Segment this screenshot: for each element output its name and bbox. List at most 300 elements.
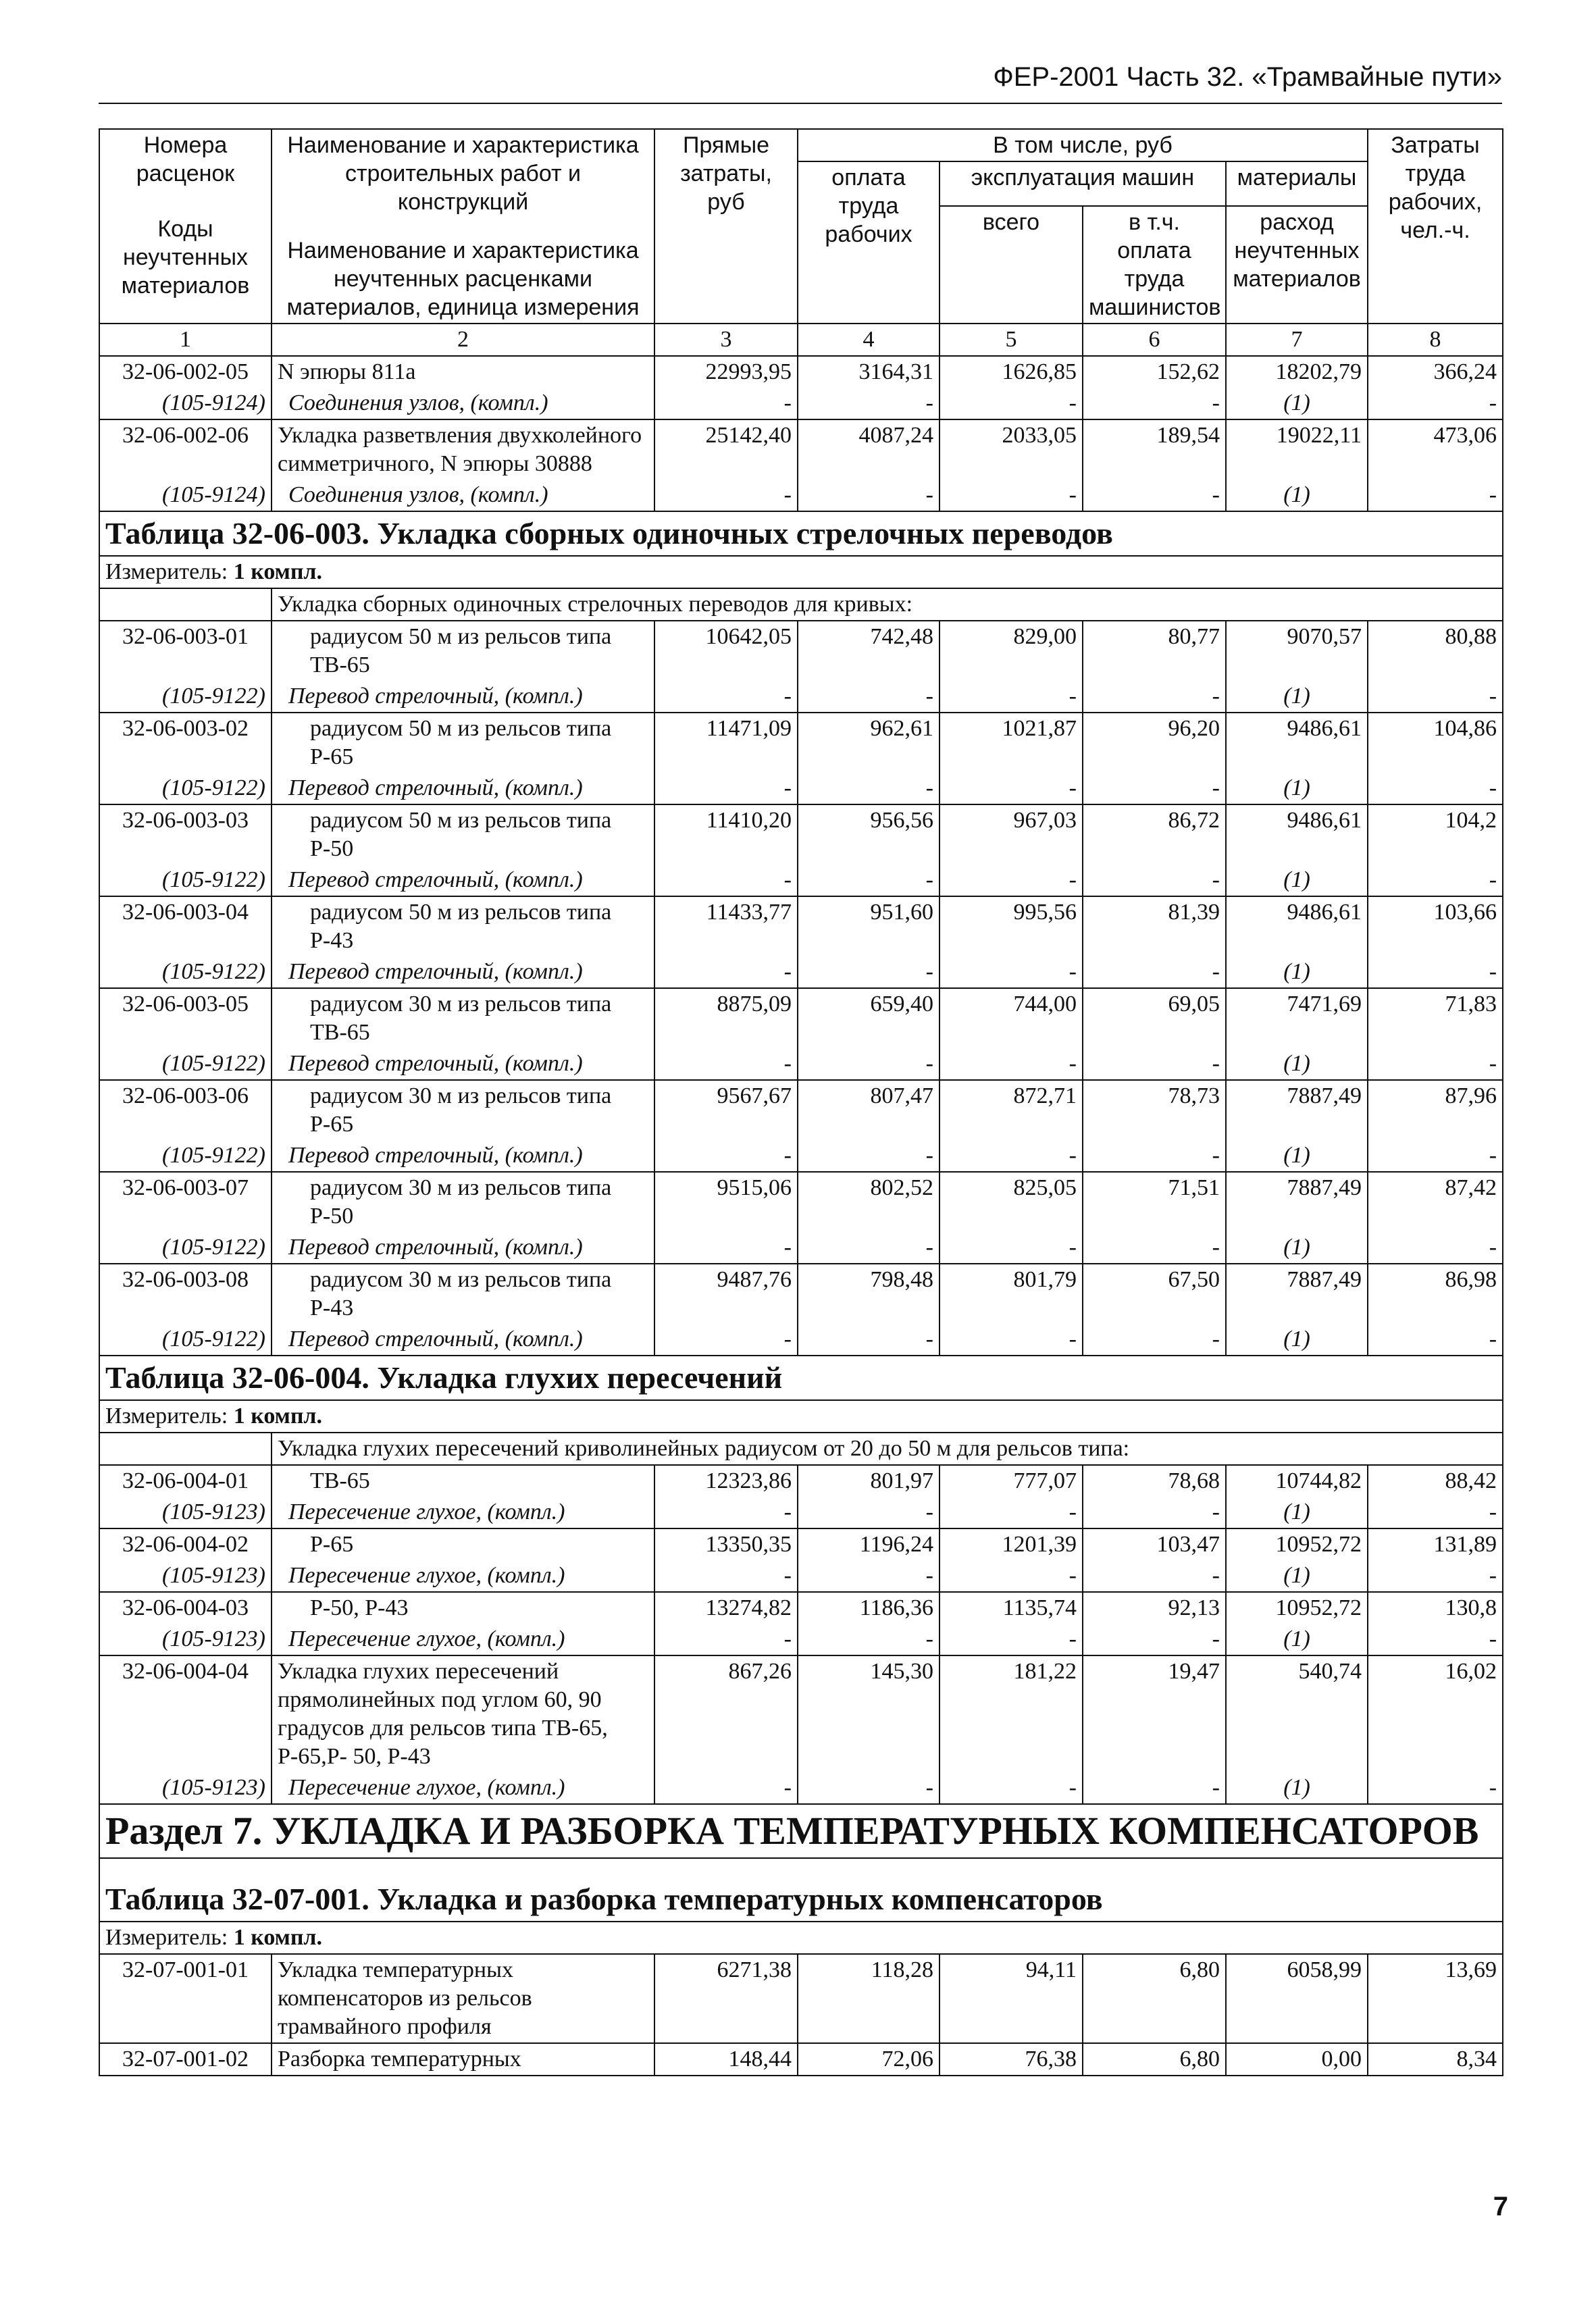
labor-cost: 798,48 <box>798 1264 939 1324</box>
measure-row <box>99 1400 1503 1433</box>
machines-cost: - <box>939 956 1083 988</box>
direct-cost: 13274,82 <box>654 1592 798 1624</box>
table-row <box>99 804 1503 865</box>
labor-cost: - <box>798 1624 939 1655</box>
table-row <box>99 2043 1503 2076</box>
materials-cost: (1) <box>1226 1497 1368 1528</box>
rates-table <box>99 128 1503 2076</box>
material-name: Перевод стрелочный, (компл.) <box>272 1048 654 1080</box>
machines-cost: 967,03 <box>939 804 1083 865</box>
machinists-cost: - <box>1083 1497 1226 1528</box>
materials-cost: (1) <box>1226 1232 1368 1264</box>
table-row <box>99 1528 1503 1560</box>
material-name: Перевод стрелочный, (компл.) <box>272 773 654 804</box>
material-row <box>99 956 1503 988</box>
material-code: (105-9123) <box>99 1560 272 1592</box>
labor-hours: 88,42 <box>1368 1465 1503 1497</box>
labor-cost: 802,52 <box>798 1172 939 1232</box>
machinists-cost: 96,20 <box>1083 713 1226 773</box>
work-name: ТВ-65 <box>272 1465 654 1497</box>
machinists-cost: 67,50 <box>1083 1264 1226 1324</box>
machinists-cost: - <box>1083 388 1226 419</box>
direct-cost: - <box>654 480 798 511</box>
work-name: радиусом 50 м из рельсов типа Р-50 <box>272 804 654 865</box>
machinists-cost: - <box>1083 1048 1226 1080</box>
col-code-title: Номера расценок <box>136 132 235 186</box>
material-code: (105-9122) <box>99 865 272 896</box>
rate-code: 32-06-003-07 <box>99 1172 272 1232</box>
materials-cost: (1) <box>1226 1560 1368 1592</box>
work-name: N эпюры 811а <box>272 356 654 388</box>
materials-cost: 9486,61 <box>1226 896 1368 956</box>
materials-cost: 10952,72 <box>1226 1592 1368 1624</box>
rows-32-07-001 <box>99 1954 1503 2076</box>
machinists-cost: 69,05 <box>1083 988 1226 1048</box>
direct-cost: 8875,09 <box>654 988 798 1048</box>
rate-code: 32-06-003-01 <box>99 621 272 681</box>
table-row <box>99 1655 1503 1772</box>
labor-cost: 1196,24 <box>798 1528 939 1560</box>
direct-cost: - <box>654 1324 798 1356</box>
rate-code: 32-06-003-06 <box>99 1080 272 1140</box>
direct-cost: - <box>654 681 798 713</box>
machinists-cost: 103,47 <box>1083 1528 1226 1560</box>
machinists-cost: 152,62 <box>1083 356 1226 388</box>
labor-hours: 104,2 <box>1368 804 1503 865</box>
machines-cost: 825,05 <box>939 1172 1083 1232</box>
col-code-sub: Коды неучтенных материалов <box>121 216 250 299</box>
machines-cost: 777,07 <box>939 1465 1083 1497</box>
table-title-text: Таблица 32-07-001. Укладка и разборка температурных компенсаторов <box>105 1882 1103 1916</box>
rate-code: 32-06-003-02 <box>99 713 272 773</box>
labor-hours: - <box>1368 480 1503 511</box>
machines-cost: 1135,74 <box>939 1592 1083 1624</box>
table-row <box>99 713 1503 773</box>
column-numbers <box>99 324 1503 356</box>
direct-cost: - <box>654 956 798 988</box>
materials-cost: 10744,82 <box>1226 1465 1368 1497</box>
measure-label: Измеритель: <box>105 559 228 584</box>
material-code: (105-9123) <box>99 1772 272 1804</box>
measure-value: 1 компл. <box>233 1404 323 1429</box>
machines-cost: - <box>939 1624 1083 1655</box>
labor-hours: - <box>1368 1772 1503 1804</box>
labor-hours: 87,96 <box>1368 1080 1503 1140</box>
direct-cost: - <box>654 388 798 419</box>
col-name-sub: Наименование и характеристика неучтенных расценками материалов, единица измерения <box>286 238 640 320</box>
work-name: радиусом 50 м из рельсов типа Р-43 <box>272 896 654 956</box>
materials-cost: (1) <box>1226 388 1368 419</box>
material-row <box>99 1560 1503 1592</box>
direct-cost: 9515,06 <box>654 1172 798 1232</box>
direct-cost: - <box>654 865 798 896</box>
col-num: 5 <box>939 324 1083 356</box>
group-heading: Укладка глухих пересечений криволинейных радиусом от 20 до 50 м для рельсов типа: <box>272 1433 1503 1465</box>
table-row <box>99 1954 1503 2043</box>
material-code: (105-9122) <box>99 1048 272 1080</box>
material-name: Перевод стрелочный, (компл.) <box>272 1232 654 1264</box>
page-header: ФЕР-2001 Часть 32. «Трамвайные пути» <box>993 62 1502 92</box>
material-row <box>99 388 1503 419</box>
material-row <box>99 1497 1503 1528</box>
material-row <box>99 681 1503 713</box>
measure-row <box>99 556 1503 588</box>
table-title-32-06-003 <box>99 511 1503 556</box>
rate-code: 32-06-002-06 <box>99 419 272 480</box>
col-machines-header: эксплуатация машин <box>939 161 1226 206</box>
rate-code: 32-06-004-03 <box>99 1592 272 1624</box>
material-name: Перевод стрелочный, (компл.) <box>272 956 654 988</box>
labor-cost: - <box>798 1140 939 1172</box>
machines-cost: 1021,87 <box>939 713 1083 773</box>
direct-cost: - <box>654 1140 798 1172</box>
machines-cost: - <box>939 1772 1083 1804</box>
labor-cost: 4087,24 <box>798 419 939 480</box>
rows-32-06-004 <box>99 1465 1503 1804</box>
material-row <box>99 1624 1503 1655</box>
labor-cost: - <box>798 388 939 419</box>
table-row <box>99 1264 1503 1324</box>
machines-cost: - <box>939 1140 1083 1172</box>
work-name: Р-50, Р-43 <box>272 1592 654 1624</box>
machines-cost: 995,56 <box>939 896 1083 956</box>
machinists-cost: 86,72 <box>1083 804 1226 865</box>
table-32-06-003 <box>99 511 1503 621</box>
labor-cost: - <box>798 865 939 896</box>
labor-cost: - <box>798 956 939 988</box>
material-row <box>99 1324 1503 1356</box>
labor-hours: 130,8 <box>1368 1592 1503 1624</box>
direct-cost: 9567,67 <box>654 1080 798 1140</box>
labor-cost: - <box>798 1232 939 1264</box>
material-code: (105-9122) <box>99 1140 272 1172</box>
material-code: (105-9123) <box>99 1624 272 1655</box>
table-row <box>99 988 1503 1048</box>
materials-cost: (1) <box>1226 1048 1368 1080</box>
labor-hours: 71,83 <box>1368 988 1503 1048</box>
col-num: 8 <box>1368 324 1503 356</box>
direct-cost: 25142,40 <box>654 419 798 480</box>
work-name: радиусом 50 м из рельсов типа Р-65 <box>272 713 654 773</box>
work-name: Укладка температурных компенсаторов из рельсов трамвайного профиля <box>272 1954 654 2043</box>
col-num: 3 <box>654 324 798 356</box>
labor-hours: 473,06 <box>1368 419 1503 480</box>
direct-cost: 13350,35 <box>654 1528 798 1560</box>
machinists-cost: 189,54 <box>1083 419 1226 480</box>
direct-cost: - <box>654 1232 798 1264</box>
table-row <box>99 896 1503 956</box>
machines-cost: - <box>939 773 1083 804</box>
labor-cost: 659,40 <box>798 988 939 1048</box>
materials-cost: (1) <box>1226 956 1368 988</box>
labor-cost: - <box>798 480 939 511</box>
material-name: Пересечение глухое, (компл.) <box>272 1497 654 1528</box>
machines-cost: - <box>939 1324 1083 1356</box>
materials-cost: 19022,11 <box>1226 419 1368 480</box>
machines-cost: 2033,05 <box>939 419 1083 480</box>
materials-cost: (1) <box>1226 681 1368 713</box>
labor-cost: - <box>798 1324 939 1356</box>
labor-hours: - <box>1368 1232 1503 1264</box>
rate-code: 32-06-002-05 <box>99 356 272 388</box>
table-row <box>99 1080 1503 1140</box>
machines-cost: - <box>939 681 1083 713</box>
labor-hours: 103,66 <box>1368 896 1503 956</box>
labor-cost: - <box>798 1048 939 1080</box>
labor-cost: - <box>798 773 939 804</box>
direct-cost: - <box>654 773 798 804</box>
work-name: Укладка разветвления двухколейного симметричного, N эпюры 30888 <box>272 419 654 480</box>
table-title-text: Таблица 32-06-004. Укладка глухих пересечений <box>105 1360 783 1395</box>
col-num: 1 <box>99 324 272 356</box>
materials-cost: 7471,69 <box>1226 988 1368 1048</box>
machinists-cost: - <box>1083 773 1226 804</box>
rate-code: 32-06-004-01 <box>99 1465 272 1497</box>
rate-code: 32-06-003-03 <box>99 804 272 865</box>
labor-hours: 131,89 <box>1368 1528 1503 1560</box>
material-row <box>99 1232 1503 1264</box>
labor-hours: - <box>1368 865 1503 896</box>
col-num: 2 <box>272 324 654 356</box>
material-row <box>99 865 1503 896</box>
table-title-text: Таблица 32-06-003. Укладка сборных одиночных стрелочных переводов <box>105 516 1113 550</box>
material-row <box>99 1772 1503 1804</box>
direct-cost: 11471,09 <box>654 713 798 773</box>
direct-cost: 11433,77 <box>654 896 798 956</box>
col-name-header <box>272 129 654 324</box>
table-row <box>99 1172 1503 1232</box>
machines-cost: 1201,39 <box>939 1528 1083 1560</box>
work-name: радиусом 30 м из рельсов типа Р-65 <box>272 1080 654 1140</box>
materials-cost: (1) <box>1226 480 1368 511</box>
machines-cost: 744,00 <box>939 988 1083 1048</box>
col-mat-sub-header: расход неучтенных материалов <box>1226 206 1368 324</box>
section-7 <box>99 1804 1503 1954</box>
material-code: (105-9122) <box>99 681 272 713</box>
direct-cost: - <box>654 1560 798 1592</box>
materials-cost: 9070,57 <box>1226 621 1368 681</box>
materials-cost: (1) <box>1226 773 1368 804</box>
labor-hours: - <box>1368 1048 1503 1080</box>
rate-code: 32-06-003-04 <box>99 896 272 956</box>
measure-row <box>99 1922 1503 1954</box>
labor-hours: - <box>1368 1140 1503 1172</box>
work-name: Разборка температурных <box>272 2043 654 2076</box>
labor-cost: 145,30 <box>798 1655 939 1772</box>
work-name: радиусом 30 м из рельсов типа Р-43 <box>272 1264 654 1324</box>
table-row <box>99 419 1503 480</box>
machinists-cost: 19,47 <box>1083 1655 1226 1772</box>
labor-cost: 801,97 <box>798 1465 939 1497</box>
direct-cost: - <box>654 1624 798 1655</box>
materials-cost: 7887,49 <box>1226 1264 1368 1324</box>
col-mach-incl-header: в т.ч. оплата труда машинистов <box>1083 206 1226 324</box>
table-32-06-004 <box>99 1356 1503 1465</box>
machinists-cost: 78,68 <box>1083 1465 1226 1497</box>
labor-cost: 3164,31 <box>798 356 939 388</box>
machinists-cost: 92,13 <box>1083 1592 1226 1624</box>
measure-label: Измеритель: <box>105 1925 228 1950</box>
rate-code: 32-06-004-02 <box>99 1528 272 1560</box>
material-code: (105-9122) <box>99 773 272 804</box>
work-name: радиусом 30 м из рельсов типа ТВ-65 <box>272 988 654 1048</box>
group-spacer <box>99 1433 272 1465</box>
materials-cost: 10952,72 <box>1226 1528 1368 1560</box>
labor-hours: - <box>1368 1497 1503 1528</box>
labor-cost: 807,47 <box>798 1080 939 1140</box>
labor-hours: 80,88 <box>1368 621 1503 681</box>
col-incl-header: В том числе, руб <box>798 129 1368 161</box>
machinists-cost: - <box>1083 1324 1226 1356</box>
material-name: Пересечение глухое, (компл.) <box>272 1772 654 1804</box>
labor-hours: 86,98 <box>1368 1264 1503 1324</box>
work-name: Р-65 <box>272 1528 654 1560</box>
material-code: (105-9123) <box>99 1497 272 1528</box>
machinists-cost: - <box>1083 865 1226 896</box>
machines-cost: 181,22 <box>939 1655 1083 1772</box>
labor-cost: - <box>798 1560 939 1592</box>
section-title-text: Раздел 7. УКЛАДКА И РАЗБОРКА ТЕМПЕРАТУРНЫХ КОМПЕНСАТОРОВ <box>105 1809 1479 1853</box>
direct-cost: 148,44 <box>654 2043 798 2076</box>
machinists-cost: - <box>1083 1140 1226 1172</box>
table-head <box>99 129 1503 356</box>
machinists-cost: 6,80 <box>1083 1954 1226 2043</box>
materials-cost: (1) <box>1226 865 1368 896</box>
table-title-32-07-001 <box>99 1858 1503 1922</box>
labor-hours: - <box>1368 1324 1503 1356</box>
material-row <box>99 1140 1503 1172</box>
measure-value: 1 компл. <box>233 1925 323 1950</box>
machines-cost: - <box>939 1497 1083 1528</box>
header-rule <box>99 103 1502 104</box>
materials-cost: 7887,49 <box>1226 1080 1368 1140</box>
direct-cost: 12323,86 <box>654 1465 798 1497</box>
materials-cost: 6058,99 <box>1226 1954 1368 2043</box>
rows-32-06-003 <box>99 621 1503 1356</box>
table-row <box>99 356 1503 388</box>
labor-hours: - <box>1368 956 1503 988</box>
col-direct-header: Прямые затраты, руб <box>654 129 798 324</box>
direct-cost: - <box>654 1772 798 1804</box>
direct-cost: 6271,38 <box>654 1954 798 2043</box>
material-row <box>99 1048 1503 1080</box>
col-num: 4 <box>798 324 939 356</box>
machines-cost: - <box>939 1048 1083 1080</box>
materials-cost: 9486,61 <box>1226 804 1368 865</box>
machinists-cost: 6,80 <box>1083 2043 1226 2076</box>
machinists-cost: - <box>1083 1624 1226 1655</box>
machines-cost: 801,79 <box>939 1264 1083 1324</box>
material-name: Соединения узлов, (компл.) <box>272 388 654 419</box>
machines-cost: 1626,85 <box>939 356 1083 388</box>
labor-hours: 366,24 <box>1368 356 1503 388</box>
block-32-06-002 <box>99 356 1503 511</box>
machinists-cost: - <box>1083 480 1226 511</box>
material-row <box>99 773 1503 804</box>
labor-cost: - <box>798 681 939 713</box>
material-name: Перевод стрелочный, (компл.) <box>272 1140 654 1172</box>
machinists-cost: - <box>1083 1772 1226 1804</box>
direct-cost: 22993,95 <box>654 356 798 388</box>
material-name: Пересечение глухое, (компл.) <box>272 1560 654 1592</box>
materials-cost: 540,74 <box>1226 1655 1368 1772</box>
material-name: Соединения узлов, (компл.) <box>272 480 654 511</box>
direct-cost: - <box>654 1497 798 1528</box>
machinists-cost: 81,39 <box>1083 896 1226 956</box>
materials-cost: (1) <box>1226 1772 1368 1804</box>
table-row <box>99 621 1503 681</box>
labor-cost: 72,06 <box>798 2043 939 2076</box>
materials-cost: 18202,79 <box>1226 356 1368 388</box>
machinists-cost: 78,73 <box>1083 1080 1226 1140</box>
labor-cost: 1186,36 <box>798 1592 939 1624</box>
col-mach-total-header: всего <box>939 206 1083 324</box>
table-row <box>99 1592 1503 1624</box>
col-materials-header: материалы <box>1226 161 1368 206</box>
col-code-header <box>99 129 272 324</box>
labor-cost: 956,56 <box>798 804 939 865</box>
rate-code: 32-07-001-01 <box>99 1954 272 2043</box>
material-name: Перевод стрелочный, (компл.) <box>272 681 654 713</box>
material-row <box>99 480 1503 511</box>
labor-cost: 951,60 <box>798 896 939 956</box>
machinists-cost: 71,51 <box>1083 1172 1226 1232</box>
labor-hours: - <box>1368 773 1503 804</box>
col-num: 6 <box>1083 324 1226 356</box>
machines-cost: 94,11 <box>939 1954 1083 2043</box>
labor-cost: 962,61 <box>798 713 939 773</box>
labor-hours: - <box>1368 681 1503 713</box>
machinists-cost: 80,77 <box>1083 621 1226 681</box>
labor-hours: - <box>1368 388 1503 419</box>
machinists-cost: - <box>1083 956 1226 988</box>
labor-hours: - <box>1368 1624 1503 1655</box>
measure-label: Измеритель: <box>105 1404 228 1429</box>
machines-cost: - <box>939 865 1083 896</box>
machinists-cost: - <box>1083 1232 1226 1264</box>
material-code: (105-9122) <box>99 956 272 988</box>
page-number: 7 <box>1493 2192 1508 2221</box>
work-name: Укладка глухих пересечений прямолинейных под углом 60, 90 градусов для рельсов типа ТВ-65, Р-65,Р- 50, Р-43 <box>272 1655 654 1772</box>
col-name-title: Наименование и характеристика строительных работ и конструкций <box>287 132 639 215</box>
col-hours-header: Затраты труда рабочих, чел.-ч. <box>1368 129 1503 324</box>
labor-hours: 8,34 <box>1368 2043 1503 2076</box>
machines-cost: - <box>939 1560 1083 1592</box>
machines-cost: 829,00 <box>939 621 1083 681</box>
col-labor-header: оплата труда рабочих <box>798 161 939 324</box>
materials-cost: 0,00 <box>1226 2043 1368 2076</box>
labor-hours: 104,86 <box>1368 713 1503 773</box>
labor-hours: 87,42 <box>1368 1172 1503 1232</box>
rate-code: 32-06-004-04 <box>99 1655 272 1772</box>
labor-cost: - <box>798 1772 939 1804</box>
machines-cost: 872,71 <box>939 1080 1083 1140</box>
col-num: 7 <box>1226 324 1368 356</box>
machines-cost: - <box>939 388 1083 419</box>
material-name: Пересечение глухое, (компл.) <box>272 1624 654 1655</box>
direct-cost: 10642,05 <box>654 621 798 681</box>
materials-cost: 7887,49 <box>1226 1172 1368 1232</box>
machines-cost: - <box>939 1232 1083 1264</box>
material-code: (105-9122) <box>99 1324 272 1356</box>
table-title-32-06-004 <box>99 1356 1503 1400</box>
group-spacer <box>99 588 272 621</box>
material-name: Перевод стрелочный, (компл.) <box>272 865 654 896</box>
rate-code: 32-06-003-05 <box>99 988 272 1048</box>
material-name: Перевод стрелочный, (компл.) <box>272 1324 654 1356</box>
machinists-cost: - <box>1083 681 1226 713</box>
measure-value: 1 компл. <box>233 559 323 584</box>
